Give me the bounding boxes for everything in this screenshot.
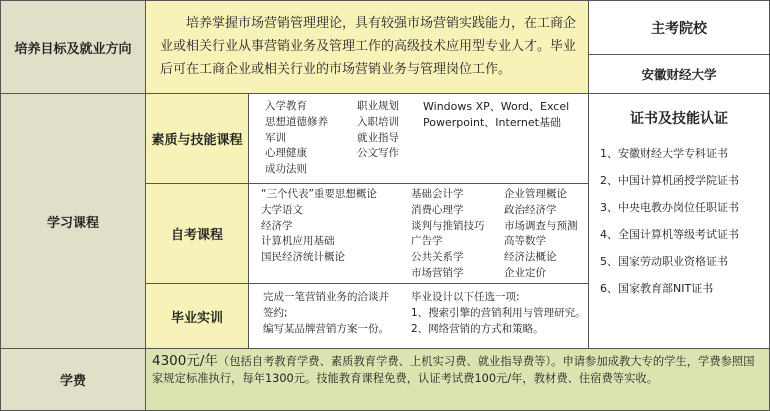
certs-title: 证书及技能认证 bbox=[630, 111, 728, 127]
list-item: 公共关系学 bbox=[411, 251, 464, 264]
list-item: 心理健康 bbox=[265, 147, 307, 160]
fees-text: （包括自考教育学费、素质教育学费、上机实习费、就业指导费等）。申请参加成教大专的学生，学费参照国家规定标准执行，每年1300元。技能教育课程免费，认证考试费100元/年，教材费、住宿费等实收。 bbox=[152, 355, 755, 385]
list-item: “三个代表”重要思想概论 bbox=[261, 188, 377, 200]
list-item: 企业定价 bbox=[504, 266, 546, 279]
graduation-col1 bbox=[263, 290, 389, 337]
list-item: 2、网络营销的方式和策略。 bbox=[411, 322, 544, 335]
school-label: 主考院校 bbox=[651, 20, 707, 37]
school-name: 安徽财经大学 bbox=[641, 67, 717, 82]
courses-label: 学习课程 bbox=[46, 215, 99, 231]
courses-label-cell bbox=[0, 93, 146, 349]
quality-col3 bbox=[423, 99, 569, 131]
list-item: 就业指导 bbox=[357, 131, 399, 144]
quality-courses-cell bbox=[248, 93, 589, 184]
graduation-cell bbox=[248, 283, 589, 349]
certs-cell bbox=[588, 93, 770, 349]
list-item: 消费心理学 bbox=[411, 203, 464, 216]
school-label-cell bbox=[588, 0, 770, 55]
cert-item: 6、国家教育部NIT证书 bbox=[600, 282, 714, 295]
cert-item: 2、中国计算机函授学院证书 bbox=[600, 174, 739, 187]
list-item: 广告学 bbox=[411, 235, 443, 248]
list-item: 市场调查与预测 bbox=[504, 219, 578, 232]
list-item: 政治经济学 bbox=[504, 203, 557, 216]
cert-item: 3、中央电教办岗位任职证书 bbox=[600, 201, 739, 214]
list-item: 签约; bbox=[263, 306, 288, 319]
list-item: 编写某品牌营销方案一份。 bbox=[263, 322, 389, 335]
cert-item: 5、国家劳动职业资格证书 bbox=[600, 255, 728, 268]
selfstudy-col2 bbox=[411, 187, 485, 282]
list-item: 基础会计学 bbox=[411, 188, 464, 200]
list-item: 经济学 bbox=[261, 219, 293, 232]
fees-label-cell bbox=[0, 348, 146, 411]
list-item: 国民经济统计概论 bbox=[261, 251, 345, 264]
list-item: 经济法概论 bbox=[504, 251, 557, 264]
selfstudy-label: 自考课程 bbox=[170, 228, 223, 243]
list-item: Windows XP、Word、Excel bbox=[423, 100, 570, 113]
list-item: 高等数学 bbox=[504, 235, 546, 248]
selfstudy-courses-cell bbox=[248, 183, 589, 284]
school-name-cell bbox=[588, 54, 770, 94]
quality-label-cell bbox=[145, 93, 249, 184]
selfstudy-label-cell bbox=[145, 183, 249, 284]
fees-text-cell bbox=[145, 348, 770, 411]
selfstudy-col3 bbox=[504, 187, 578, 282]
cert-item: 1、安徽财经大学专科证书 bbox=[600, 147, 728, 160]
goals-label: 培养目标及就业方向 bbox=[14, 41, 132, 57]
goals-text: 培养掌握市场营销管理理论，具有较强市场营销实践能力，在工商企业或相关行业从事营销业务及管理工作的高级技术应用型专业人才。毕业后可在工商企业或相关行业的市场营销业务与管理岗位工作。 bbox=[160, 16, 577, 77]
list-item: 市场营销学 bbox=[411, 266, 464, 279]
list-item: 职业规划 bbox=[357, 100, 399, 112]
quality-label: 素质与技能课程 bbox=[151, 133, 243, 148]
list-item: 入职培训 bbox=[357, 115, 399, 128]
graduation-col2 bbox=[411, 290, 586, 337]
selfstudy-col1 bbox=[261, 187, 377, 266]
list-item: 公文写作 bbox=[357, 147, 399, 160]
quality-col1 bbox=[265, 99, 328, 178]
list-item: 谈判与推销技巧 bbox=[411, 219, 485, 232]
list-item: 完成一笔营销业务的洽谈并 bbox=[263, 291, 389, 303]
list-item: 思想道德修养 bbox=[265, 115, 328, 128]
graduation-label-cell bbox=[145, 283, 249, 349]
cert-item: 4、全国计算机等级考试证书 bbox=[600, 228, 739, 241]
graduation-label: 毕业实训 bbox=[170, 310, 223, 326]
goals-text-cell bbox=[145, 0, 589, 94]
list-item: Powerpoint、Internet基础 bbox=[423, 115, 561, 129]
fees-amount: 4300元/年 bbox=[152, 353, 218, 369]
list-item: 成功法则 bbox=[265, 163, 307, 176]
goals-label-cell bbox=[0, 0, 146, 94]
fees-label: 学费 bbox=[59, 374, 86, 389]
list-item: 计算机应用基础 bbox=[261, 235, 335, 248]
list-item: 大学语文 bbox=[261, 203, 303, 216]
list-item: 毕业设计以下任选一项: bbox=[411, 291, 520, 303]
list-item: 军训 bbox=[265, 131, 286, 144]
list-item: 入学教育 bbox=[265, 100, 307, 112]
quality-col2 bbox=[357, 99, 399, 162]
list-item: 1、搜索引擎的营销利用与管理研究。 bbox=[411, 306, 586, 319]
list-item: 企业管理概论 bbox=[504, 188, 567, 200]
